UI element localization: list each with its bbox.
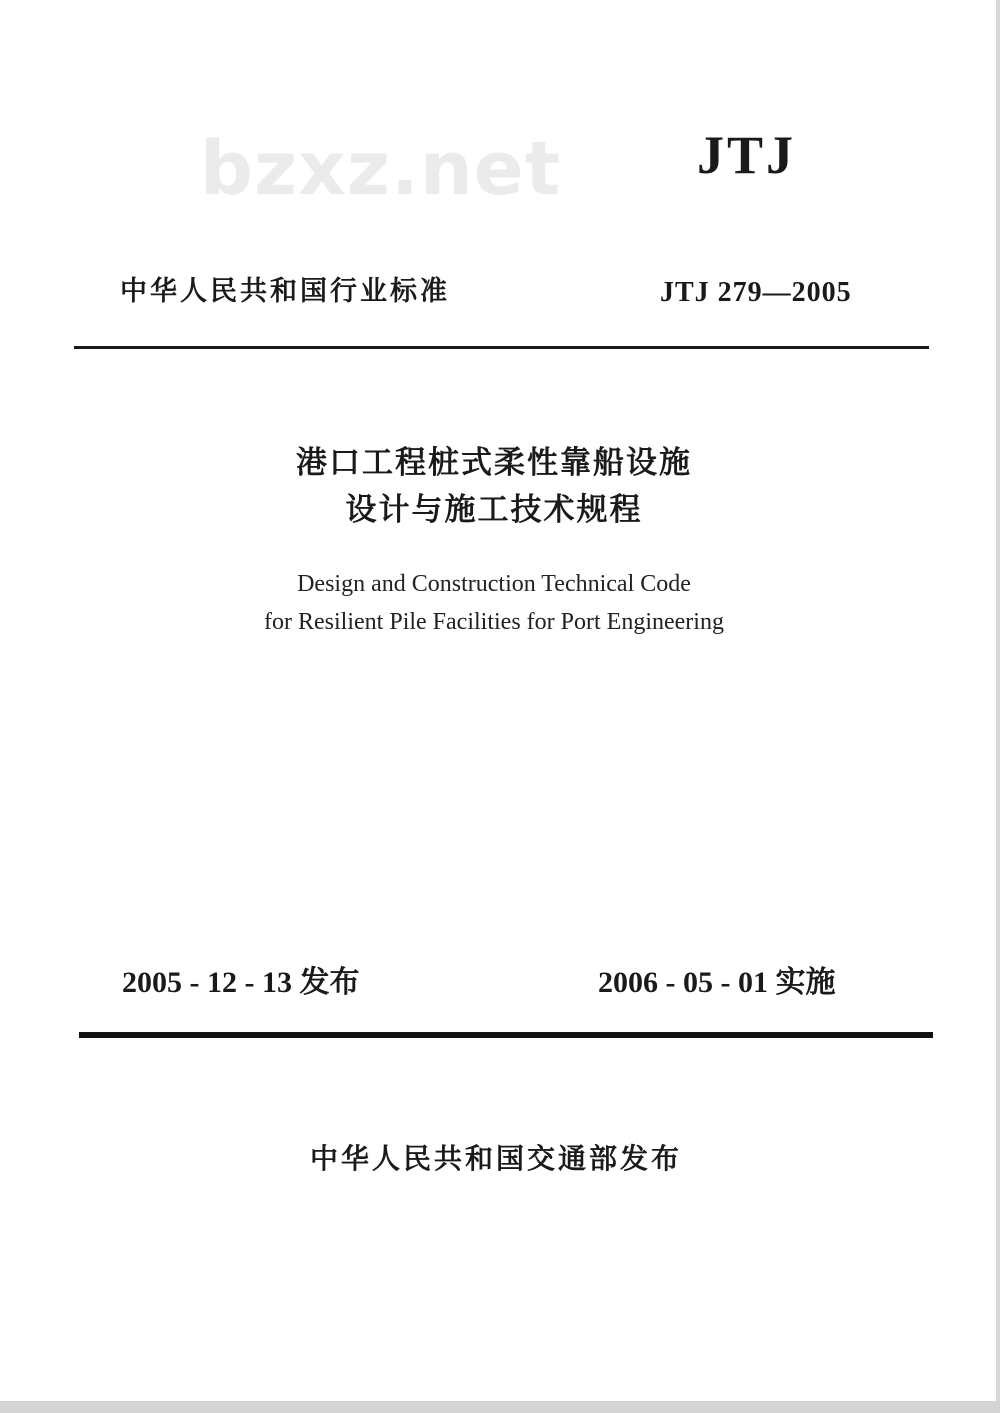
publisher-line: [0, 1142, 1000, 1175]
implementation-date: 2006 - 05 - 01 实施: [598, 966, 836, 999]
bottom-divider: [79, 1032, 933, 1038]
title-english-line-1: Design and Construction Technical Code: [297, 571, 691, 597]
watermark: bzxz.net: [200, 126, 562, 212]
title-chinese-line-2: 设计与施工技术规程: [345, 492, 643, 528]
page-edge-bottom: [0, 1401, 1000, 1413]
standard-logo: JTJ: [697, 125, 797, 185]
standard-category: 中华人民共和国行业标准: [120, 276, 450, 307]
page-edge-right: [996, 0, 1000, 1413]
title-english-line-2: for Resilient Pile Facilities for Port Engineering: [264, 609, 724, 635]
title-chinese-line-1: 港口工程桩式柔性靠船设施: [296, 445, 692, 481]
publisher-text: 中华人民共和国交通部发布: [309, 1142, 682, 1175]
top-divider: [74, 346, 929, 349]
issue-date: 2005 - 12 - 13 发布: [122, 966, 360, 999]
standard-number: JTJ 279—2005: [660, 277, 852, 308]
